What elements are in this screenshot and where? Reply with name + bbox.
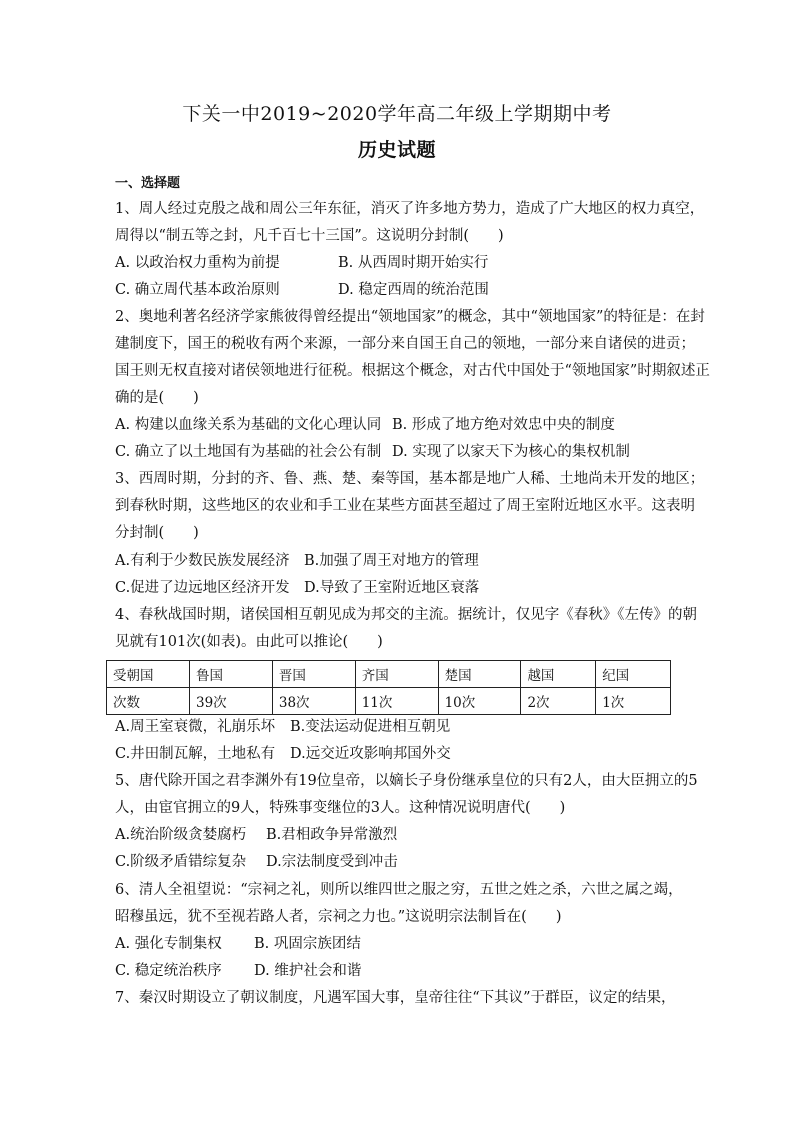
table-cell: 楚国: [438, 661, 521, 688]
table-cell: 次数: [107, 688, 190, 715]
question-5-line: 人，由宦官拥立的9人，特殊事变继位的3人。这种情况说明唐代( ): [115, 800, 566, 816]
q4-option-b: B.变法运动促进相互朝见: [290, 719, 451, 735]
table-cell: 晋国: [272, 661, 355, 688]
question-7-line: 7、秦汉时期设立了朝议制度，凡遇军国大事，皇帝往往“下其议”于群臣，议定的结果，: [115, 990, 676, 1006]
question-2-line: 2、奥地利著名经济学家熊彼得曾经提出“领地国家”的概念，其中“领地国家”的特征是：在封: [115, 309, 705, 325]
q6-option-d: D. 维护社会和谐: [254, 963, 362, 979]
q3-option-a: A.有利于少数民族发展经济: [115, 553, 290, 569]
q1-option-b: B. 从西周时期开始实行: [338, 255, 489, 271]
table-cell: 2次: [521, 688, 596, 715]
table-cell: 39次: [190, 688, 273, 715]
table-row: [107, 688, 671, 715]
table-cell: 越国: [521, 661, 596, 688]
q2-option-a: A. 构建以血缘关系为基础的文化心理认同: [115, 417, 382, 433]
question-2-line: 国王则无权直接对诸侯领地进行征税。根据这个概念，对古代中国处于“领地国家”时期叙述正: [115, 363, 710, 379]
q1-option-a: A. 以政治权力重构为前提: [115, 255, 280, 271]
table-cell: 受朝国: [107, 661, 190, 688]
question-5-line: 5、唐代除开国之君李渊外有19位皇帝，以嫡长子身份继承皇位的只有2人，由大臣拥立的5: [115, 773, 698, 789]
question-3-line: 3、西周时期，分封的齐、鲁、燕、楚、秦等国，基本都是地广人稀、土地尚未开发的地区；: [115, 471, 705, 487]
q1-option-c: C. 确立周代基本政治原则: [115, 282, 280, 298]
table-cell: 10次: [438, 688, 521, 715]
table-cell: 38次: [272, 688, 355, 715]
table-cell: 鲁国: [190, 661, 273, 688]
q2-option-b: B. 形成了地方绝对效忠中央的制度: [392, 417, 615, 433]
q4-option-c: C.井田制瓦解，土地私有: [115, 746, 276, 762]
q1-option-d: D. 稳定西周的统治范围: [338, 282, 489, 298]
question-2-line: 建制度下，国王的税收有两个来源，一部分来自国王自己的领地，一部分来自诸侯的进贡；: [115, 336, 695, 352]
question-3-line: 分封制( ): [115, 525, 199, 541]
q4-option-a: A.周王室衰微，礼崩乐坏: [115, 719, 276, 735]
q6-option-b: B. 巩固宗族团结: [254, 936, 361, 952]
question-6-line: 昭穆虽远，犹不至视若路人者，宗祠之力也。”这说明宗法制旨在( ): [115, 909, 562, 925]
question-4-line: 见就有101次(如表)。由此可以推论( ): [115, 634, 383, 650]
q2-option-d: D. 实现了以家天下为核心的集权机制: [392, 444, 630, 460]
question-4-line: 4、春秋战国时期，诸侯国相互朝见成为邦交的主流。据统计，仅见字《春秋》《左传》的朝: [115, 607, 697, 623]
table-cell: 齐国: [355, 661, 438, 688]
table-row: [107, 661, 671, 688]
table-cell: 11次: [355, 688, 438, 715]
section-heading: 一、选择题: [115, 176, 181, 191]
q3-option-b: B.加强了周王对地方的管理: [304, 553, 479, 569]
q6-option-a: A. 强化专制集权: [115, 936, 222, 952]
q5-option-c: C.阶级矛盾错综复杂: [115, 854, 247, 870]
q4-option-d: D.远交近攻影响邦国外交: [290, 746, 451, 762]
exam-title: 下关一中2019~2020学年高二年级上学期期中考: [182, 103, 612, 125]
exam-subtitle: 历史试题: [357, 139, 436, 161]
visits-table: [106, 660, 671, 715]
q3-option-c: C.促进了边远地区经济开发: [115, 580, 290, 596]
question-3-line: 到春秋时期，这些地区的农业和手工业在某些方面甚至超过了周王室附近地区水平。这表明: [115, 498, 695, 514]
q3-option-d: D.导致了王室附近地区衰落: [304, 580, 480, 596]
q5-option-a: A.统治阶级贪婪腐朽: [115, 827, 247, 843]
q5-option-b: B.君相政争异常激烈: [266, 827, 398, 843]
table-cell: 纪国: [596, 661, 671, 688]
table-cell: 1次: [596, 688, 671, 715]
question-2-line: 确的是( ): [115, 390, 199, 406]
q2-option-c: C. 确立了以土地国有为基础的社会公有制: [115, 444, 382, 460]
question-1-line: 1、周人经过克殷之战和周公三年东征，消灭了许多地方势力，造成了广大地区的权力真空，: [115, 201, 705, 217]
question-1-line: 周得以“制五等之封，凡千百七十三国”。这说明分封制( ): [115, 228, 504, 244]
q6-option-c: C. 稳定统治秩序: [115, 963, 222, 979]
question-6-line: 6、清人全祖望说：“宗祠之礼，则所以维四世之服之穷，五世之姓之杀，六世之属之竭，: [115, 882, 683, 898]
q5-option-d: D.宗法制度受到冲击: [266, 854, 398, 870]
